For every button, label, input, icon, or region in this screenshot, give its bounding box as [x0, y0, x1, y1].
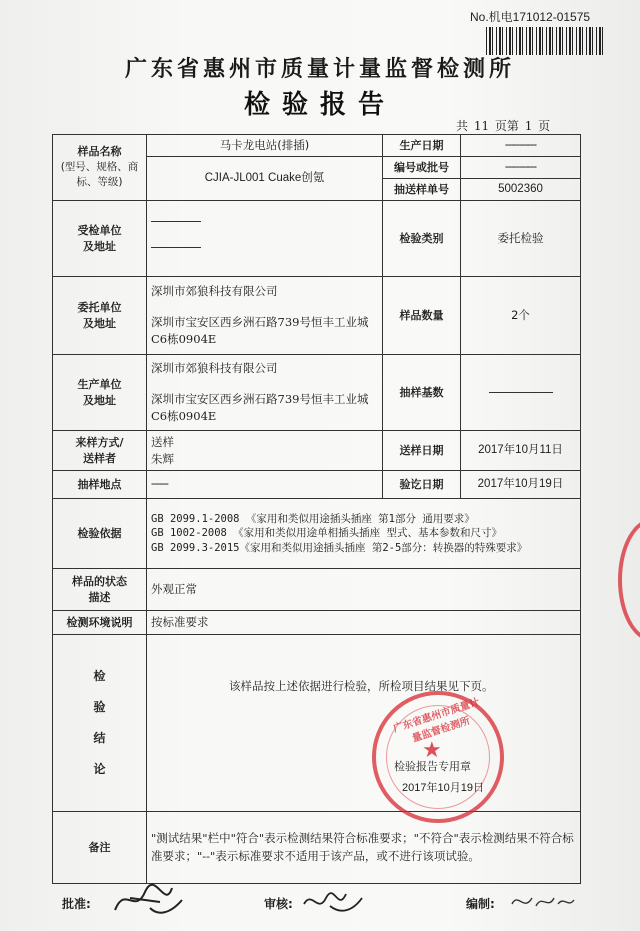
sending-person: 朱辉 [151, 451, 174, 466]
inspected-unit-label: 受检单位 及地址 [53, 201, 147, 277]
serial-value: ----------- [461, 157, 581, 179]
basis-line: GB 1002-2008 《家用和类似用途单相插头插座 型式、基本参数和尺寸》 [151, 527, 503, 540]
conclusion-label: 检 验 结 论 [53, 635, 147, 812]
sampling-place-label: 抽样地点 [53, 471, 147, 499]
client-name: 深圳市郊狼科技有限公司 [151, 284, 278, 299]
approver-signature [110, 880, 190, 920]
production-date-label: 生产日期 [383, 135, 461, 157]
conclusion-cell [147, 635, 581, 812]
seal-date: 2017年10月19日 [402, 782, 484, 794]
environment-label: 检测环境说明 [53, 611, 147, 635]
inspection-type-value: 委托检验 [461, 201, 581, 277]
sample-qty-label: 样品数量 [383, 277, 461, 355]
client-address: 深圳市宝安区西乡洲石路739号恒丰工业城C6栋0904E [151, 315, 369, 346]
basis-value [147, 499, 581, 569]
official-seal [372, 691, 504, 823]
sampling-no-value: 5002360 [461, 179, 581, 201]
sampling-base-value [461, 355, 581, 431]
sending-date-label: 送样日期 [383, 431, 461, 471]
report-title: 检验报告 [243, 90, 396, 120]
producer-address: 深圳市宝安区西乡洲石路739号恒丰工业城C6栋0904E [151, 392, 369, 423]
sampling-base-label: 抽样基数 [383, 355, 461, 431]
conclusion-text: 该样品按上述依据进行检验，所检项目结果见下页。 [229, 679, 494, 693]
seal-label: 检验报告专用章 [394, 760, 471, 773]
prepare-label: 编制: [466, 897, 495, 911]
remarks-label: 备注 [53, 812, 147, 884]
seal-text: 广东省惠州市质量计量监督检测所 [392, 696, 482, 745]
basis-line: GB 2099.1-2008 《家用和类似用途插头插座 第1部分 通用要求》 [151, 513, 475, 526]
review-label: 审核: [264, 897, 293, 911]
sending-method: 送样 [151, 434, 174, 449]
preparer-signature [508, 886, 578, 918]
reviewer-signature [300, 884, 370, 920]
basis-label: 检验依据 [53, 499, 147, 569]
producer-value [147, 355, 383, 431]
approve-label: 批准: [62, 897, 91, 911]
finish-date-value: 2017年10月19日 [461, 471, 581, 499]
report-number: No.机电171012-01575 [470, 10, 591, 24]
page-info: 共 11 页第 1 页 [456, 119, 551, 133]
sample-name-value: 马卡龙电站(排插) [147, 135, 383, 157]
barcode [486, 27, 604, 55]
producer-name: 深圳市郊狼科技有限公司 [151, 361, 278, 376]
sending-label: 来样方式/ 送样者 [53, 431, 147, 471]
production-date-value: ----------- [461, 135, 581, 157]
client-value [147, 277, 383, 355]
sampling-place-value: ------ [147, 471, 383, 499]
seal-star-icon: ★ [422, 738, 442, 763]
sample-qty-value: 2个 [461, 277, 581, 355]
inspected-unit-address-blank [151, 247, 201, 248]
side-seal [618, 518, 640, 642]
producer-label: 生产单位 及地址 [53, 355, 147, 431]
inspected-unit-value [147, 201, 383, 277]
inspection-type-label: 检验类别 [383, 201, 461, 277]
sample-name-label: 样品名称 (型号、规格、商标、等级) [53, 135, 147, 201]
sending-value [147, 431, 383, 471]
finish-date-label: 验讫日期 [383, 471, 461, 499]
state-value: 外观正常 [147, 569, 581, 611]
serial-label: 编号或批号 [383, 157, 461, 179]
organization-name: 广东省惠州市质量计量监督检测所 [124, 56, 515, 82]
inspected-unit-name-blank [151, 221, 201, 222]
sending-date-value: 2017年10月11日 [461, 431, 581, 471]
environment-value: 按标准要求 [147, 611, 581, 635]
sampling-base-blank [489, 392, 553, 393]
basis-line: GB 2099.3-2015《家用和类似用途插头插座 第2-5部分：转换器的特殊要求》 [151, 541, 528, 554]
sample-model-value: CJIA-JL001 Cuake创氪 [147, 157, 383, 201]
report-table [52, 134, 581, 884]
client-label: 委托单位 及地址 [53, 277, 147, 355]
remarks-value: "测试结果"栏中"符合"表示检测结果符合标准要求；"不符合"表示检测结果不符合标准要求；"--"表示标准要求不适用于该产品，或不进行该项试验。 [147, 812, 581, 884]
sampling-no-label: 抽送样单号 [383, 179, 461, 201]
state-label: 样品的状态 描述 [53, 569, 147, 611]
